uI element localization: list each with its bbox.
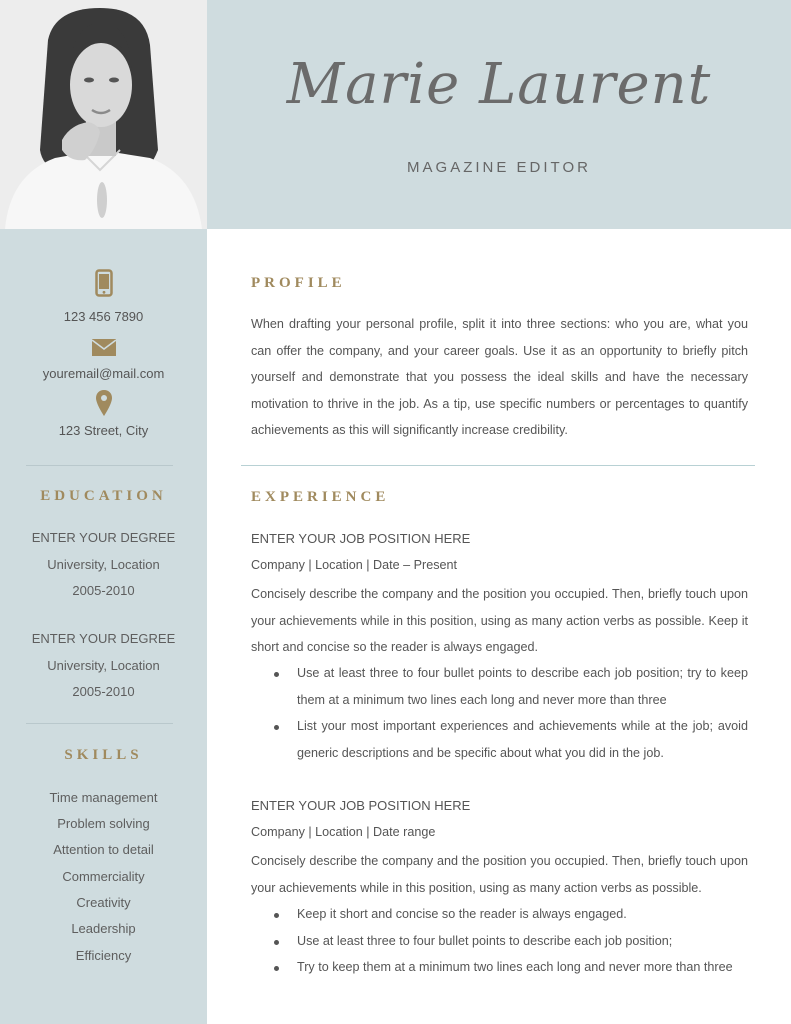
bullet-text: List your most important experiences and achievements while at the job; avoid generic descriptions and be specific about what you did in the job. xyxy=(297,719,748,760)
bullet-text: Try to keep them at a minimum two lines each long and never more than three xyxy=(297,960,733,975)
bullet-icon xyxy=(274,725,279,730)
contact-email: youremail@mail.com xyxy=(42,366,165,381)
skill-item: Creativity xyxy=(76,895,131,910)
job-bullets xyxy=(251,901,748,981)
candidate-title: MAGAZINE EDITOR xyxy=(407,159,591,176)
skill-item: Problem solving xyxy=(57,816,150,831)
portrait-photo xyxy=(0,0,207,229)
education-school: University, Location xyxy=(47,557,160,572)
profile-text: When drafting your personal profile, split it into three sections: who you are, what you can offer the company, and your career goals. Use it as an opportunity to briefly pitch yourself and demonstrate that you possess the ideal skills and have the necessary motivation to thrive in the job. As a tip, use specific numbers or percentages to quantify achievements as this will significantly increase credibility. xyxy=(251,317,748,438)
section-divider xyxy=(241,465,755,466)
contact-phone: 123 456 7890 xyxy=(63,309,144,324)
list-item xyxy=(251,901,748,928)
education-heading: EDUCATION xyxy=(40,488,167,504)
candidate-name: Marie Laurent xyxy=(286,52,712,117)
phone-icon xyxy=(0,269,207,297)
job-meta: Company | Location | Date range xyxy=(251,825,436,839)
job-meta: Company | Location | Date – Present xyxy=(251,558,458,572)
bullet-text: Use at least three to four bullet points to describe each job position; xyxy=(297,933,673,948)
header-banner xyxy=(207,0,791,229)
bullet-icon xyxy=(274,966,279,971)
education-degree: ENTER YOUR DEGREE xyxy=(31,530,176,545)
skill-item: Commerciality xyxy=(62,869,145,884)
list-item xyxy=(251,928,748,955)
skill-item: Attention to detail xyxy=(53,842,154,857)
bullet-text: Use at least three to four bullet points to describe each job position; try to keep them at a minimum two lines each long and never more than three xyxy=(297,666,748,707)
sidebar xyxy=(0,229,207,1024)
bullet-text: Keep it short and concise so the reader is always engaged. xyxy=(297,907,627,921)
skills-heading: SKILLS xyxy=(64,747,143,763)
job-description: Concisely describe the company and the position you occupied. Then, briefly touch upon your achievements while in this position, using as many action verbs as possible. Keep it short and concise so the reader is always engaged. xyxy=(251,587,748,655)
education-years: 2005-2010 xyxy=(72,583,135,598)
education-degree: ENTER YOUR DEGREE xyxy=(31,631,176,646)
skill-item: Efficiency xyxy=(75,948,132,963)
location-pin-icon xyxy=(0,390,207,416)
education-school: University, Location xyxy=(47,658,160,673)
contact-address: 123 Street, City xyxy=(58,423,149,438)
job-position: ENTER YOUR JOB POSITION HERE xyxy=(251,531,471,546)
job-position: ENTER YOUR JOB POSITION HERE xyxy=(251,798,471,813)
sidebar-divider xyxy=(26,723,173,724)
bullet-icon xyxy=(274,672,279,677)
list-item xyxy=(251,713,748,766)
bullet-icon xyxy=(274,913,279,918)
job-description: Concisely describe the company and the position you occupied. Then, briefly touch upon your achievements while in this position, using as many action verbs as possible. xyxy=(251,854,748,895)
bullet-icon xyxy=(274,940,279,945)
list-item xyxy=(251,954,748,981)
sidebar-divider xyxy=(26,465,173,466)
envelope-icon xyxy=(0,339,207,356)
profile-photo xyxy=(0,0,207,229)
job-bullets xyxy=(251,660,748,766)
list-item xyxy=(251,660,748,713)
education-years: 2005-2010 xyxy=(72,684,135,699)
skill-item: Leadership xyxy=(71,921,136,936)
experience-heading: EXPERIENCE xyxy=(251,489,390,505)
skill-item: Time management xyxy=(49,790,158,805)
profile-heading: PROFILE xyxy=(251,275,346,291)
